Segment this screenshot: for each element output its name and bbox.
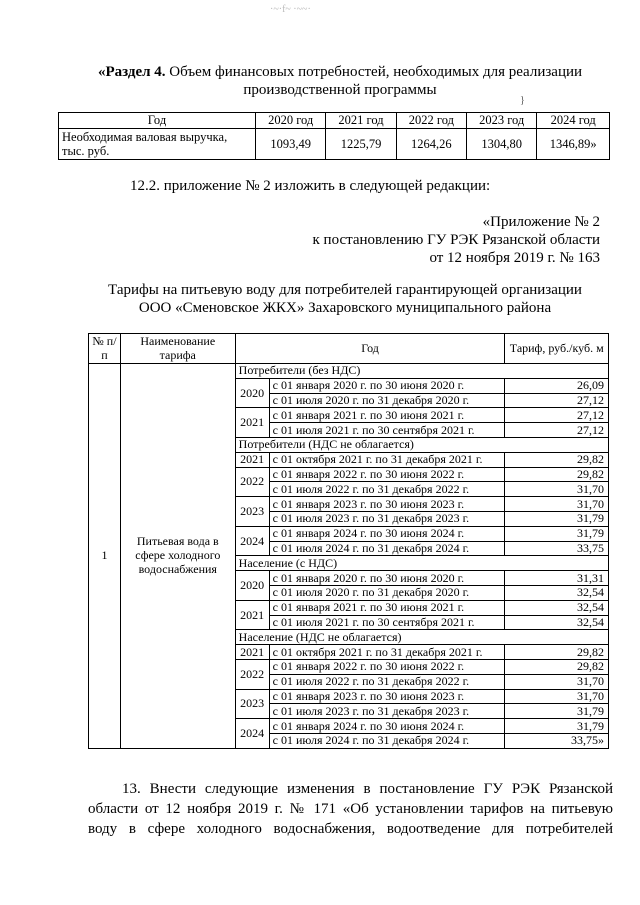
- tariff-period: с 01 октября 2021 г. по 31 декабря 2021 г.: [269, 645, 505, 660]
- tariff-group-label: Потребители (без НДС): [235, 364, 608, 379]
- tariff-value: 27,12: [505, 423, 609, 438]
- tariff-year: 2022: [235, 659, 269, 689]
- tariff-value: 31,70: [505, 497, 609, 512]
- tariff-value: 27,12: [505, 393, 609, 408]
- scan-header-mark: ·~·f~ ·~~·: [270, 4, 311, 15]
- fin-year-2023: 2023 год: [467, 113, 537, 129]
- appendix-line2: к постановлению ГУ РЭК Рязанской области: [312, 232, 600, 248]
- scan-mark: }: [520, 95, 525, 106]
- tariff-year: 2021: [235, 452, 269, 467]
- tariff-year: 2022: [235, 467, 269, 497]
- tariff-title-line2: ООО «Сменовское ЖКХ» Захаровского муниципального района: [138, 300, 552, 316]
- tariff-period: с 01 июля 2023 г. по 31 декабря 2023 г.: [269, 704, 505, 719]
- fin-value-2022: 1264,26: [396, 129, 466, 160]
- fin-value-2020: 1093,49: [256, 129, 326, 160]
- clause-13-line1: 13. Внести следующие изменения в постановление ГУ РЭК Рязанской: [122, 781, 613, 797]
- tariff-header-value: Тариф, руб./куб. м: [505, 334, 609, 364]
- section4-title: [60, 63, 620, 99]
- financial-needs-table: [58, 112, 610, 160]
- fin-year-2020: 2020 год: [256, 113, 326, 129]
- tariff-value: 31,70: [505, 674, 609, 689]
- tariff-year: 2024: [235, 719, 269, 749]
- tariff-value: 31,79: [505, 526, 609, 541]
- tariff-value: 32,54: [505, 585, 609, 600]
- clause-13: [88, 779, 613, 839]
- tariff-year: 2021: [235, 645, 269, 660]
- tariff-row-number: 1: [89, 364, 121, 749]
- section4-title-line1: [60, 63, 620, 81]
- tariff-period: с 01 января 2021 г. по 30 июня 2021 г.: [269, 408, 505, 423]
- tariff-period: с 01 июля 2024 г. по 31 декабря 2024 г.: [269, 733, 505, 748]
- appendix-reference: [180, 213, 600, 267]
- tariff-period: с 01 октября 2021 г. по 31 декабря 2021 г.: [269, 452, 505, 467]
- tariff-year: 2024: [235, 526, 269, 556]
- tariff-group-label: Потребители (НДС не облагается): [235, 437, 608, 452]
- tariff-value: 31,79: [505, 704, 609, 719]
- fin-year-2021: 2021 год: [326, 113, 396, 129]
- appendix-line1: «Приложение № 2: [482, 214, 600, 230]
- tariff-value: 31,79: [505, 719, 609, 734]
- tariff-period: с 01 июля 2024 г. по 31 декабря 2024 г.: [269, 541, 505, 556]
- tariff-value: 31,79: [505, 511, 609, 526]
- fin-value-2024: 1346,89»: [537, 129, 610, 160]
- tariff-year: 2021: [235, 600, 269, 630]
- tariff-period: с 01 января 2021 г. по 30 июня 2021 г.: [269, 600, 505, 615]
- fin-row-label: Необходимая валовая выручка, тыс. руб.: [59, 129, 256, 160]
- fin-data-row: [59, 129, 610, 160]
- tariff-value: 33,75: [505, 541, 609, 556]
- tariff-year: 2023: [235, 689, 269, 719]
- tariff-title-line1: Тарифы на питьевую воду для потребителей гарантирующей организации: [108, 282, 582, 298]
- tariff-period: с 01 июля 2020 г. по 31 декабря 2020 г.: [269, 393, 505, 408]
- tariff-value: 33,75»: [505, 733, 609, 748]
- tariff-value: 32,54: [505, 615, 609, 630]
- tariff-period: с 01 июля 2021 г. по 30 сентября 2021 г.: [269, 423, 505, 438]
- tariff-value: 29,82: [505, 467, 609, 482]
- section4-title-rest: Объем финансовых потребностей, необходимых для реализации: [165, 64, 583, 80]
- tariff-period: с 01 июля 2022 г. по 31 декабря 2022 г.: [269, 674, 505, 689]
- tariff-year: 2020: [235, 571, 269, 601]
- clause-13-line2: области от 12 ноября 2019 г. № 171 «Об установлении тарифов на питьевую: [88, 801, 613, 817]
- tariff-period: с 01 июля 2023 г. по 31 декабря 2023 г.: [269, 511, 505, 526]
- tariff-table: [88, 333, 609, 749]
- tariff-year: 2020: [235, 378, 269, 408]
- tariff-period: с 01 января 2022 г. по 30 июня 2022 г.: [269, 467, 505, 482]
- tariff-value: 26,09: [505, 378, 609, 393]
- tariff-period: с 01 июля 2021 г. по 30 сентября 2021 г.: [269, 615, 505, 630]
- tariff-header-period: Год: [235, 334, 505, 364]
- clause-12-2: 12.2. приложение № 2 изложить в следующей редакции:: [130, 178, 491, 194]
- fin-year-2024: 2024 год: [537, 113, 610, 129]
- tariff-period: с 01 января 2020 г. по 30 июня 2020 г.: [269, 571, 505, 586]
- tariff-value: 32,54: [505, 600, 609, 615]
- fin-value-2021: 1225,79: [326, 129, 396, 160]
- tariff-period: с 01 января 2024 г. по 30 июня 2024 г.: [269, 526, 505, 541]
- tariff-year: 2021: [235, 408, 269, 438]
- tariff-period: с 01 января 2023 г. по 30 июня 2023 г.: [269, 497, 505, 512]
- section4-title-bold: «Раздел 4.: [97, 64, 166, 80]
- appendix-line3: от 12 ноября 2019 г. № 163: [429, 250, 600, 266]
- tariff-group-label: Население (с НДС): [235, 556, 608, 571]
- tariff-period: с 01 января 2020 г. по 30 июня 2020 г.: [269, 378, 505, 393]
- tariff-header-num: № п/п: [89, 334, 121, 364]
- tariff-group-label: Население (НДС не облагается): [235, 630, 608, 645]
- tariff-group-row: [89, 364, 609, 379]
- clause-13-line3: воду в сфере холодного водоснабжения, водоотведение для потребителей: [88, 821, 613, 837]
- tariff-period: с 01 июля 2020 г. по 31 декабря 2020 г.: [269, 585, 505, 600]
- tariff-period: с 01 января 2024 г. по 30 июня 2024 г.: [269, 719, 505, 734]
- tariff-value: 29,82: [505, 645, 609, 660]
- tariff-year: 2023: [235, 497, 269, 527]
- tariff-header-row: [89, 334, 609, 364]
- tariff-period: с 01 января 2023 г. по 30 июня 2023 г.: [269, 689, 505, 704]
- tariff-name: Питьевая вода в сфере холодного водоснабжения: [120, 364, 235, 749]
- tariff-value: 31,70: [505, 482, 609, 497]
- tariff-period: с 01 января 2022 г. по 30 июня 2022 г.: [269, 659, 505, 674]
- tariff-title: [60, 281, 630, 317]
- tariff-period: с 01 июля 2022 г. по 31 декабря 2022 г.: [269, 482, 505, 497]
- tariff-value: 27,12: [505, 408, 609, 423]
- fin-year-header: Год: [59, 113, 256, 129]
- fin-value-2023: 1304,80: [467, 129, 537, 160]
- tariff-value: 29,82: [505, 659, 609, 674]
- section4-title-line2: производственной программы: [243, 82, 437, 98]
- tariff-value: 29,82: [505, 452, 609, 467]
- fin-year-2022: 2022 год: [396, 113, 466, 129]
- tariff-header-name: Наименование тарифа: [120, 334, 235, 364]
- tariff-value: 31,31: [505, 571, 609, 586]
- fin-header-row: [59, 113, 610, 129]
- tariff-value: 31,70: [505, 689, 609, 704]
